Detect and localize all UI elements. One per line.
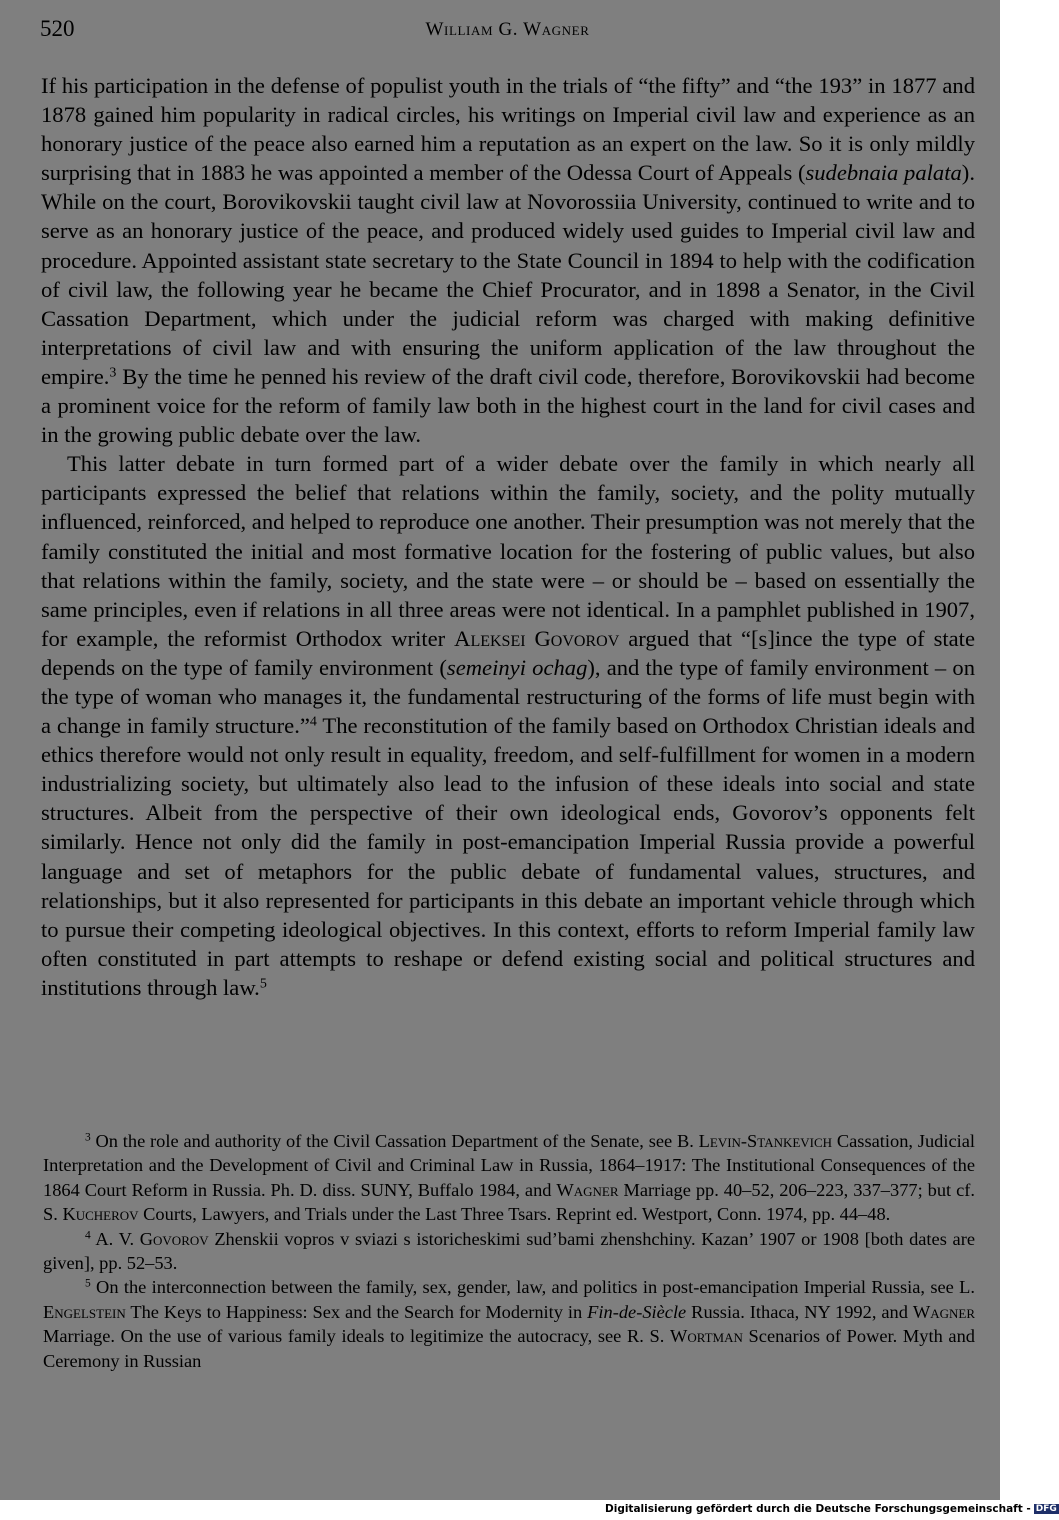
footnote-ref-5[interactable]: 5 [259, 976, 267, 992]
text-run: The Keys to Happiness: Sex and the Search for Modernity in [125, 1301, 588, 1322]
author-name: Wortman [669, 1326, 743, 1347]
author-name: Aleksei Govorov [454, 625, 620, 651]
text-run: Russia. Ithaca, NY 1992, and [686, 1301, 913, 1322]
footnote-3 [43, 1129, 975, 1227]
text-run: Zhenskii vopros v sviazi s istoricheskimi sud’bami zhenshchiny. Kazan’ 1907 or 1908 [both dates are given], pp. 52–53. [43, 1228, 975, 1274]
author-name: Levin-Stankevich [698, 1131, 833, 1151]
digitization-credit [605, 1503, 1057, 1518]
text-run: On the role and authority of the Civil Cassation Department of the Senate, see B. [90, 1131, 699, 1151]
text-run: Marriage pp. 40–52, 206–223, 337–377; but cf. S. [43, 1179, 975, 1225]
author-name: Govorov [139, 1228, 209, 1249]
text-run: On the interconnection between the family, sex, gender, law, and politics in post-emancipation Imperial Russia, see L. [90, 1277, 975, 1298]
text-run: Scenarios of Power. Myth and Ceremony in Russian [43, 1326, 975, 1371]
footnotes [43, 1129, 975, 1373]
author-name: Engelstein [43, 1301, 126, 1322]
credit-text: Digitalisierung gefördert durch die Deutsche Forschungsgemeinschaft - [605, 1503, 1031, 1515]
italic-term: sudebnaia palata [805, 160, 962, 186]
footnote-number: 5 [85, 1278, 91, 1291]
footnote-5 [43, 1275, 975, 1373]
running-head: William G. Wagner [425, 19, 590, 40]
italic-term: Fin-de-Siècle [587, 1301, 687, 1322]
author-name: Wagner [912, 1301, 976, 1322]
italic-term: semeinyi ochag [446, 654, 588, 680]
footnote-number: 4 [85, 1229, 91, 1242]
author-name: Kucherov [62, 1204, 139, 1225]
author-name: Wagner [556, 1179, 619, 1200]
text-run: argued that “[s]ince the type of state depends on the type of family environment ( [41, 625, 975, 680]
text-run: ), and the type of family environment – on the type of woman who manages it, the fundamental restructuring of the forms of life must begin with a change in family structure.” [41, 654, 975, 739]
footnote-ref-3[interactable]: 3 [109, 365, 117, 381]
text-run: The reconstitution of the family based on Orthodox Christian ideals and ethics therefore would not only result in equality, freedom, and self-fulfillment for women in a modern industrializing society, but ultimately also lead to the infusion of these ideals into social and state structures. Albeit from the perspective of their own ideological ends, Govorov’s opponents felt similarly. Hence not only did the family in post-emancipation Imperial Russia provide a powerful language and set of metaphors for the public debate of fundamental values, structures, and relationships, but it also represented for participants in this debate an important vehicle through which to pursue their competing ideological objectives. In this context, efforts to reform Imperial family law often constituted in part attempts to reshape or defend existing social and political structures and institutions through law. [41, 713, 976, 1000]
text-run: If his participation in the defense of populist youth in the trials of “the fifty” and “the 193” in 1877 and 1878 gained him popularity in radical circles, his writings on Imperial civil law and experience as an honorary justice of the peace also earned him a reputation as an expert on the law. So it is only mildly surprising that in 1883 he was appointed a member of the Odessa Court of Appeals ( [41, 73, 975, 186]
text-run: ). While on the court, Borovikovskii taught civil law at Novorossiia University, continued to write and to serve as an honorary justice of the peace, and produced widely used guides to Imperial civil law and procedure. Appointed assistant state secretary to the State Council in 1894 to help with the codification of civil law, the following year he became the Chief Procurator, and in 1898 a Senator, in the Civil Cassation Department, which under the judicial reform was charged with making definitive interpretations of civil law and with ensuring the uniform application of the law throughout the empire. [41, 160, 975, 389]
dfg-logo-icon: DFG [1035, 1504, 1057, 1514]
page-header [40, 16, 975, 46]
footnote-4 [43, 1227, 975, 1276]
footnote-ref-4[interactable]: 4 [309, 714, 317, 730]
text-run: Courts, Lawyers, and Trials under the Last Three Tsars. Reprint ed. Westport, Conn. 1974, pp. 44–48. [138, 1204, 891, 1225]
footnote-number: 3 [85, 1131, 91, 1144]
paragraph-2 [41, 449, 975, 1002]
text-run: A. V. [90, 1228, 140, 1249]
text-run: By the time he penned his review of the draft civil code, therefore, Borovikovskii had become a prominent voice for the reform of family law both in the highest court in the land for civil cases and in the growing public debate over the law. [41, 363, 975, 448]
text-run: Marriage. On the use of various family ideals to legitimize the autocracy, see R. S. [43, 1326, 670, 1347]
paragraph-1 [41, 71, 975, 449]
body-text [41, 71, 975, 1002]
page-number: 520 [40, 16, 75, 41]
text-run: This latter debate in turn formed part of a wider debate over the family in which nearly all participants expressed the belief that relations within the family, society, and the polity mutually influenced, reinforced, and helped to reproduce one another. Their presumption was not merely that the family constituted the initial and most formative location for the fostering of public values, but also that relations within the family, society, and the state were – or should be – based on essentially the same principles, even if relations in all three areas were not identical. In a pamphlet published in 1907, for example, the reformist Orthodox writer [41, 451, 975, 651]
text-run: Cassation, Judicial Interpretation and the Development of Civil and Criminal Law in Russia, 1864–1917: The Institutional Consequences of the 1864 Court Reform in Russia. Ph. D. diss. SUNY, Buffalo 1984, and [43, 1131, 975, 1200]
